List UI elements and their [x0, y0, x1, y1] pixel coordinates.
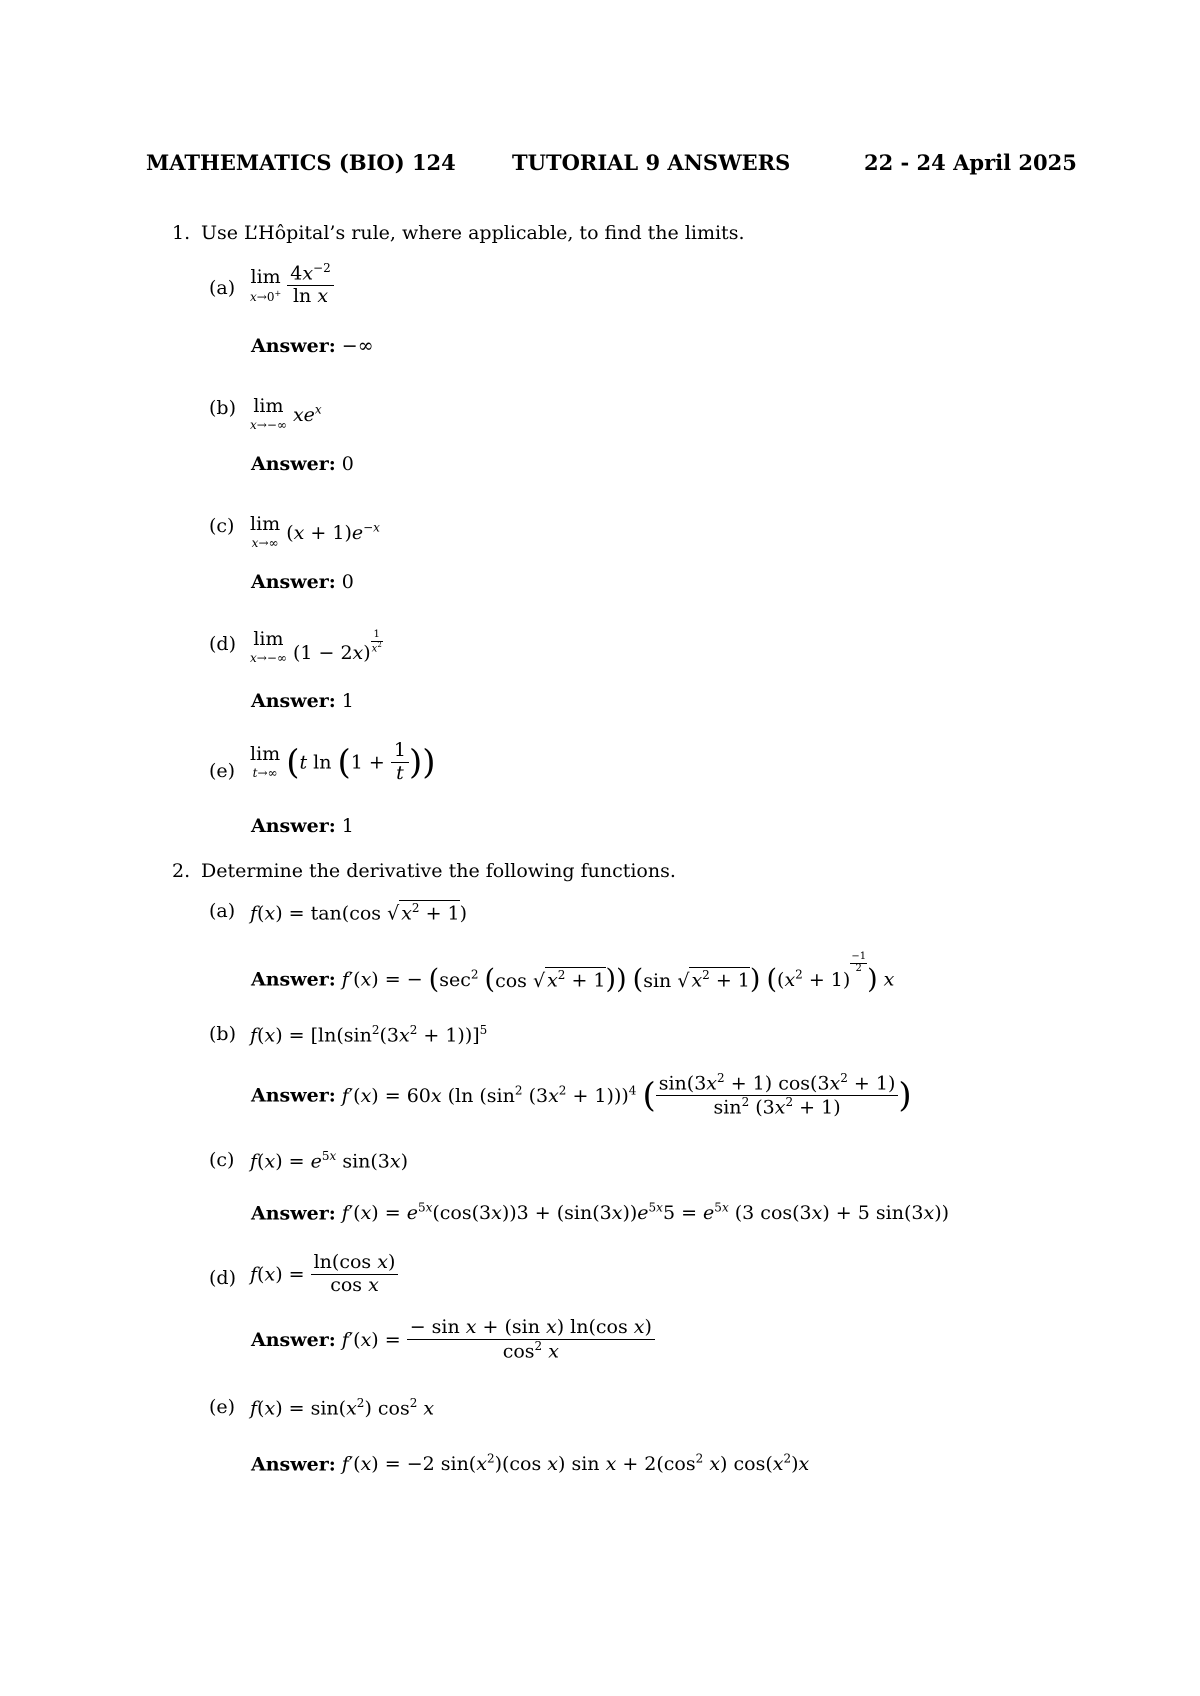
q1a-label: (a) [209, 277, 236, 299]
tutorial-title: TUTORIAL 9 ANSWERS [512, 150, 791, 175]
q1c-answer-value: 0 [341, 571, 354, 593]
q1b-answer-value: 0 [341, 453, 354, 475]
q1b-answer [251, 453, 354, 475]
tutorial-date: 22 - 24 April 2025 [864, 150, 1077, 175]
answer-label: Answer: [251, 690, 336, 712]
q2d-label: (d) [209, 1267, 236, 1289]
q1e-expression: lim t→∞ (t ln (1 + $\frac{1}{t}$ )) [250, 739, 436, 784]
answer-label: Answer: [251, 453, 336, 475]
q1a-expression: lim x→0+ $\frac{4x^{-2}}{\text{ln x}}$ [250, 262, 334, 308]
answer-label: Answer: [251, 335, 336, 357]
q1c-label: (c) [209, 515, 235, 537]
q2c-label: (c) [209, 1149, 235, 1171]
q1c-answer [251, 571, 354, 593]
q2b-answer: Answer: f′(x) = 60x (ln ($\sin^2$ $(3x^2 + 1)))^4$ ( $\frac{\sin(3x^2 + 1) \cos(3x^2 + 1)}{\sin^2 (3x^2 + 1)}$ ) [251, 1071, 912, 1119]
q1d-answer-value: 1 [341, 690, 354, 712]
q2e-function: $f(x) = \sin(x^2)$ $\cos^2 x$ [250, 1396, 435, 1420]
answer-label: Answer: [251, 1202, 336, 1225]
q1c-expression: lim x→∞ $(x + 1)e^{-x}$ [250, 513, 380, 550]
q2a-answer: Answer: f′(x) = − ($\sec^2$ (cos √ $x^2 + 1$)) (sin √ $x^2 + 1$) ($(x^2 + 1)$ $\frac{-1}{2}$ ) x [251, 951, 895, 995]
answer-label: Answer: [251, 1329, 336, 1352]
q2-text: Determine the derivative the following functions. [201, 860, 676, 882]
q1-number: 1. [172, 222, 191, 244]
q1e-answer [251, 815, 354, 837]
q2c-answer: Answer: $f'(x) = e^{5x}(\cos(3x))3 + (\sin(3x))e^{5x}5 = e^{5x}$ (3 cos(3x) + 5 sin(3x)) [251, 1201, 950, 1225]
q1d-label: (d) [209, 633, 236, 655]
answer-label: Answer: [251, 815, 336, 837]
q1e-answer-value: 1 [341, 815, 354, 837]
q2d-function: f(x) = $\frac{\text{ln(cos x)}}{\text{cos x}}$ [250, 1252, 398, 1297]
q1d-answer [251, 690, 354, 712]
q1a-answer [251, 335, 374, 357]
q1d-expression: lim x→−∞ (1 − 2x) $\frac{1}{x^2}$ [250, 628, 382, 665]
answer-label: Answer: [251, 571, 336, 593]
answer-label: Answer: [251, 1084, 336, 1107]
q2e-answer: Answer: f′(x) = −2 $\sin(x^2)(\cos$ x) $\sin x + 2(\cos^2$ x) $\cos(x^2)x$ [251, 1452, 810, 1476]
course-title: MATHEMATICS (BIO) 124 [146, 150, 456, 175]
q2a-label: (a) [209, 900, 236, 922]
q2d-answer: Answer: f′(x) = $\frac{\text{− sin x + (sin x) ln(cos x)}}{\cos^2 x}$ [251, 1317, 655, 1363]
q1a-answer-value: −∞ [341, 335, 374, 357]
answer-label: Answer: [251, 1453, 336, 1476]
q2b-function: $f(x) = [\ln(\sin^2(3x^2 + 1))]^5$ [250, 1023, 488, 1047]
q2c-function: $f(x) = e^{5x}$ sin(3x) [250, 1149, 409, 1173]
q2e-label: (e) [209, 1396, 236, 1418]
q2-number: 2. [172, 860, 191, 882]
answer-label: Answer: [251, 968, 336, 991]
q1-text: Use L’Hôpital’s rule, where applicable, to find the limits. [201, 222, 745, 244]
q2b-label: (b) [209, 1023, 236, 1045]
q1b-expression: lim x→−∞ $xe^x$ [250, 395, 322, 432]
q2a-function: f(x) = tan(cos √ $x^2 + 1$) [250, 901, 468, 925]
q1b-label: (b) [209, 397, 236, 419]
q1e-label: (e) [209, 760, 236, 782]
